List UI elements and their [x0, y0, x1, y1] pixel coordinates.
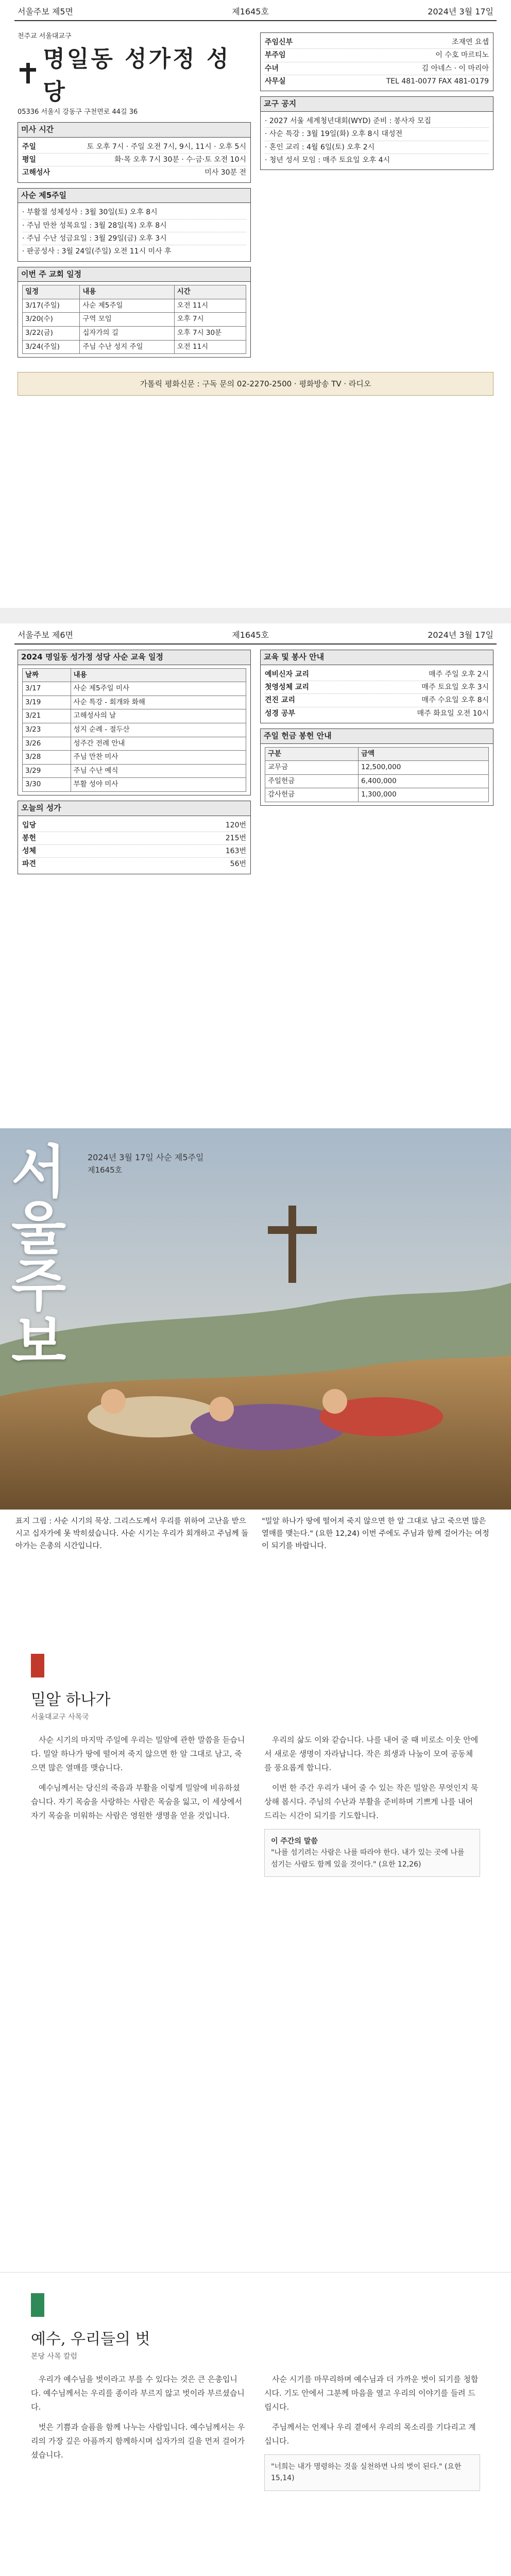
- table-row: [23, 737, 246, 751]
- essay-paragraph: 예수님께서는 당신의 죽음과 부활을 이렇게 밀알에 비유하셨습니다. 자기 목숨을 사랑하는 사람은 목숨을 잃고, 이 세상에서 자기 목숨을 미워하는 사람은 영원한 생명을 얻을 것입니다.: [31, 1783, 242, 1820]
- mass-row-value: 미사 30분 전: [205, 168, 246, 177]
- diocese-notice-item: · 혼인 교리 : 4월 6일(토) 오후 2시: [265, 141, 489, 154]
- essay-paragraph: 우리의 삶도 이와 같습니다. 나를 내어 줄 때 비로소 이웃 안에서 새로운 생명이 자라납니다. 작은 희생과 나눔이 모여 공동체를 풍요롭게 합니다.: [264, 1735, 479, 1772]
- hymn-row-label: 입당: [22, 821, 37, 829]
- parish-address: 05336 서울시 강동구 구천면로 44길 36: [18, 108, 138, 116]
- finance-table: [265, 747, 489, 802]
- lent-education-title: 2024 명일동 성가정 성당 사순 교육 일정: [18, 650, 250, 665]
- staff-row: [265, 49, 489, 62]
- table-cell: 12,500,000: [359, 761, 489, 775]
- table-cell: 1,300,000: [359, 788, 489, 802]
- table-cell: 3/24(주일): [23, 340, 80, 354]
- table-row: [265, 774, 489, 788]
- education-row-label: 첫영성체 교리: [265, 683, 310, 692]
- essay-right-column: [264, 2372, 480, 2491]
- education-row: [265, 681, 489, 694]
- education-box: [260, 650, 493, 723]
- table-cell: 교무금: [265, 761, 359, 775]
- header-issue: 제1645호: [232, 7, 269, 16]
- table-cell: 3/17(주일): [23, 299, 80, 313]
- hymn-row-value: 215번: [225, 834, 246, 842]
- table-cell: 3/23: [23, 723, 71, 737]
- education-row-value: 매주 주일 오후 2시: [429, 670, 489, 679]
- press-banner: 가톨릭 평화신문 : 구독 문의 02-2270-2500 · 평화방송 TV · 라디오: [18, 372, 493, 396]
- table-cell: 3/21: [23, 709, 71, 723]
- hymn-row-value: 56번: [230, 860, 246, 869]
- hymn-title: 오늘의 성가: [18, 801, 250, 816]
- page-header: [14, 0, 497, 21]
- table-row: [23, 778, 246, 792]
- hymn-row: [22, 858, 246, 870]
- header-issue: 제1645호: [232, 630, 269, 640]
- staff-row-label: 수녀: [265, 64, 279, 73]
- staff-row-label: 주임신부: [265, 38, 293, 46]
- essay-paragraph: 우리가 예수님을 벗이라고 부를 수 있다는 것은 큰 은총입니다. 예수님께서는 우리를 종이라 부르지 않고 벗이라 부르셨습니다.: [31, 2375, 245, 2412]
- table-cell: 3/29: [23, 764, 71, 778]
- education-row-value: 매주 토요일 오후 3시: [421, 683, 489, 692]
- essay-1: [0, 1633, 511, 2272]
- mass-row-label: 주일: [22, 142, 37, 151]
- education-row-value: 매주 수요일 오후 8시: [421, 696, 489, 705]
- mass-row-label: 평일: [22, 156, 37, 164]
- essay-byline: 본당 사목 칼럼: [31, 2352, 78, 2361]
- header-left: 서울주보 제6면: [18, 630, 74, 640]
- table-cell: 성주간 전례 안내: [71, 737, 246, 751]
- table-cell: 주님 수난 성지 주일: [80, 340, 174, 354]
- section-mark: [31, 1654, 44, 1677]
- diocese-notice-item: · 2027 서울 세계청년대회(WYD) 준비 : 봉사자 모집: [265, 115, 489, 128]
- table-cell: 고해성사의 날: [71, 709, 246, 723]
- table-header-cell: 날짜: [23, 668, 71, 682]
- mass-row-value: 토 오후 7시 · 주일 오전 7시, 9시, 11시 · 오후 5시: [87, 142, 246, 151]
- notice-item: · 주님 수난 성금요일 : 3월 29일(금) 오후 3시: [22, 232, 246, 245]
- schedule-title: 이번 주 교회 일정: [18, 267, 250, 282]
- hymn-row-label: 성체: [22, 847, 37, 856]
- essay-left-column: [31, 2372, 247, 2491]
- essay-paragraph: 이번 한 주간 우리가 내어 줄 수 있는 작은 밀알은 무엇인지 묵상해 봅시다. 주님의 수난과 부활을 준비하며 기쁘게 나를 내어 드리는 시간이 되기를 기도합니다.: [264, 1783, 479, 1820]
- finance-title: 주일 헌금 봉헌 안내: [261, 729, 493, 744]
- essay-paragraph: 주님께서는 언제나 우리 곁에서 우리의 목소리를 기다리고 계십니다.: [264, 2422, 476, 2446]
- mass-row: [22, 154, 246, 166]
- education-row-label: 성경 공부: [265, 709, 295, 718]
- education-row: [265, 694, 489, 707]
- table-header-cell: 일정: [23, 285, 80, 299]
- table-cell: 성지 순례 - 절두산: [71, 723, 246, 737]
- header-date: 2024년 3월 17일: [428, 7, 493, 16]
- education-title: 교육 및 봉사 안내: [261, 650, 493, 665]
- table-cell: 주님 수난 예식: [71, 764, 246, 778]
- table-row: [23, 313, 246, 327]
- essay-title: 예수, 우리들의 벗: [31, 2330, 150, 2348]
- table-header-cell: 내용: [80, 285, 174, 299]
- table-cell: 주님 만찬 미사: [71, 751, 246, 765]
- lent-education-table: [22, 668, 246, 792]
- bulletin-page-1: [14, 0, 497, 608]
- table-row: [23, 709, 246, 723]
- cover-caption: [0, 1510, 511, 1559]
- parish-masthead: [18, 26, 251, 122]
- table-cell: 3/20(수): [23, 313, 80, 327]
- table-cell: 사순 제5주일: [80, 299, 174, 313]
- cover-section: [0, 1128, 511, 1633]
- staff-row: [265, 75, 489, 88]
- staff-row: [265, 36, 489, 49]
- table-cell: 사순 특강 - 회개와 화해: [71, 696, 246, 709]
- table-cell: 오전 11시: [174, 340, 246, 354]
- quote-title: 이 주간의 말씀: [271, 1837, 318, 1845]
- diocese-notices-title: 교구 공지: [261, 97, 493, 112]
- staff-row-label: 사무실: [265, 77, 286, 86]
- essay-byline: 서울대교구 사목국: [31, 1713, 89, 1721]
- table-row: [23, 299, 246, 313]
- staff-row-value: 조재연 요셉: [451, 38, 489, 46]
- table-header-cell: 시간: [174, 285, 246, 299]
- table-cell: 3/17: [23, 682, 71, 696]
- table-cell: 오후 7시: [174, 313, 246, 327]
- diocese-notice-item: · 청년 성서 모임 : 매주 토요일 오후 4시: [265, 156, 390, 164]
- table-row: [265, 788, 489, 802]
- cover-title: 서울주보: [11, 1139, 66, 1375]
- cover-issue: 제1645호: [88, 1165, 123, 1175]
- essay-paragraph: 벗은 기쁨과 슬픔을 함께 나누는 사람입니다. 예수님께서는 우리의 가장 깊은 아픔까지 함께하시며 십자가의 길을 먼저 걸어가셨습니다.: [31, 2422, 245, 2460]
- table-cell: 3/28: [23, 751, 71, 765]
- hymn-box: [18, 801, 251, 874]
- table-cell: 오후 7시 30분: [174, 327, 246, 341]
- essay-right-column: [264, 1733, 480, 1877]
- table-cell: 주일헌금: [265, 774, 359, 788]
- table-row: [23, 764, 246, 778]
- mass-row-value: 화·목 오후 7시 30분 · 수·금·토 오전 10시: [114, 156, 246, 164]
- diocese-notice-item: · 사순 특강 : 3월 19일(화) 오후 8시 대성전: [265, 128, 489, 141]
- finance-box: [260, 728, 493, 806]
- cover-painting: [0, 1128, 511, 1510]
- essay-title: 밀알 하나가: [31, 1691, 111, 1709]
- mass-row-label: 고해성사: [22, 168, 50, 177]
- diocese-name: 천주교 서울대교구: [18, 32, 72, 40]
- table-cell: 3/19: [23, 696, 71, 709]
- staff-box: [260, 32, 493, 91]
- hymn-row-value: 120번: [225, 821, 246, 829]
- scripture-quote-box: [264, 2454, 480, 2491]
- table-row: [265, 761, 489, 775]
- education-row-label: 견진 교리: [265, 696, 295, 705]
- staff-row-value: TEL 481-0077 FAX 481-0179: [386, 77, 489, 86]
- table-cell: 부활 성야 미사: [71, 778, 246, 792]
- section-mark: [31, 2293, 44, 2317]
- mass-row: [22, 141, 246, 154]
- table-header-cell: 내용: [71, 668, 246, 682]
- essay-left-column: [31, 1733, 247, 1877]
- hymn-row-label: 봉헌: [22, 834, 37, 842]
- staff-row-label: 부주임: [265, 51, 286, 60]
- table-cell: 3/22(금): [23, 327, 80, 341]
- scripture-quote-box: [264, 1829, 480, 1877]
- table-cell: 3/26: [23, 737, 71, 751]
- notice-item: · 주님 만찬 성목요일 : 3월 28일(목) 오후 8시: [22, 219, 246, 232]
- lent-education-box: [18, 650, 251, 795]
- caption-right: "밀알 하나가 땅에 떨어져 죽지 않으면 한 알 그대로 남고 죽으면 많은 열매를 맺는다." (요한 12,24) 이번 주에도 주님과 함께 걸어가는 여정이 되기를 바랍니다.: [262, 1517, 489, 1550]
- table-row: [23, 340, 246, 354]
- quote-text: "나를 섬기려는 사람은 나를 따라야 한다. 내가 있는 곳에 나를 섬기는 사람도 함께 있을 것이다." (요한 12,26): [271, 1849, 465, 1869]
- cover-subtitle: 2024년 3월 17일 사순 제5주일: [88, 1153, 204, 1162]
- table-cell: 구역 모임: [80, 313, 174, 327]
- notices-title: 사순 제5주일: [18, 189, 250, 204]
- cross-icon: [18, 63, 38, 83]
- essay-2: [0, 2272, 511, 2576]
- mass-row: [22, 166, 246, 179]
- mass-times-title: 미사 시간: [18, 123, 250, 138]
- notices-box: [18, 188, 251, 262]
- table-cell: 3/30: [23, 778, 71, 792]
- hymn-row-label: 파견: [22, 860, 37, 869]
- caption-left: 표지 그림 : 사순 시기의 묵상. 그리스도께서 우리를 위하여 고난을 받으시고 십자가에 못 박히셨습니다. 사순 시기는 우리가 회개하고 주님께 돌아가는 은총의 시간입니다.: [15, 1517, 249, 1550]
- hymn-row: [22, 819, 246, 832]
- table-cell: 십자가의 길: [80, 327, 174, 341]
- table-row: [23, 696, 246, 709]
- education-row: [265, 668, 489, 681]
- table-cell: 오전 11시: [174, 299, 246, 313]
- mass-times-box: [18, 122, 251, 183]
- table-row: [23, 723, 246, 737]
- table-cell: 사순 제5주일 미사: [71, 682, 246, 696]
- table-header-cell: 구분: [265, 747, 359, 761]
- hymn-row: [22, 845, 246, 858]
- education-row: [265, 707, 489, 720]
- schedule-box: [18, 267, 251, 358]
- table-header-cell: 금액: [359, 747, 489, 761]
- table-row: [23, 327, 246, 341]
- hymn-row: [22, 832, 246, 845]
- table-cell: 감사헌금: [265, 788, 359, 802]
- essay-paragraph: 사순 시기를 마무리하며 예수님과 더 가까운 벗이 되기를 청합시다. 기도 안에서 그분께 마음을 열고 우리의 이야기를 들려 드립시다.: [264, 2375, 479, 2412]
- header-date: 2024년 3월 17일: [428, 630, 493, 640]
- staff-row: [265, 62, 489, 75]
- hymn-row-value: 163번: [225, 847, 246, 856]
- parish-name: 명일동 성가정 성당: [43, 46, 231, 105]
- education-row-label: 예비신자 교리: [265, 670, 310, 679]
- essay-paragraph: 사순 시기의 마지막 주일에 우리는 밀알에 관한 말씀을 듣습니다. 밀알 하나가 땅에 떨어져 죽지 않으면 한 알 그대로 남고, 죽으면 많은 열매를 맺습니다.: [31, 1735, 245, 1772]
- diocese-notices-box: [260, 96, 493, 170]
- quote-text: "너희는 내가 명령하는 것을 실천하면 나의 벗이 된다." (요한 15,14): [271, 2463, 462, 2483]
- staff-row-value: 김 아네스 · 이 마리아: [421, 64, 489, 73]
- staff-row-value: 이 수호 마르티노: [435, 51, 489, 60]
- bulletin-page-2: [14, 623, 497, 1128]
- table-row: [23, 682, 246, 696]
- schedule-table: [22, 285, 246, 354]
- table-row: [23, 751, 246, 765]
- notice-item: · 부활절 성체성사 : 3월 30일(토) 오후 8시: [22, 206, 246, 219]
- header-left: 서울주보 제5면: [18, 7, 74, 16]
- page-header: [14, 623, 497, 645]
- table-cell: 6,400,000: [359, 774, 489, 788]
- notice-item: · 판공성사 : 3월 24일(주일) 오전 11시 미사 후: [22, 247, 172, 256]
- page-divider: [0, 608, 511, 623]
- education-row-value: 매주 화요일 오전 10시: [417, 709, 489, 718]
